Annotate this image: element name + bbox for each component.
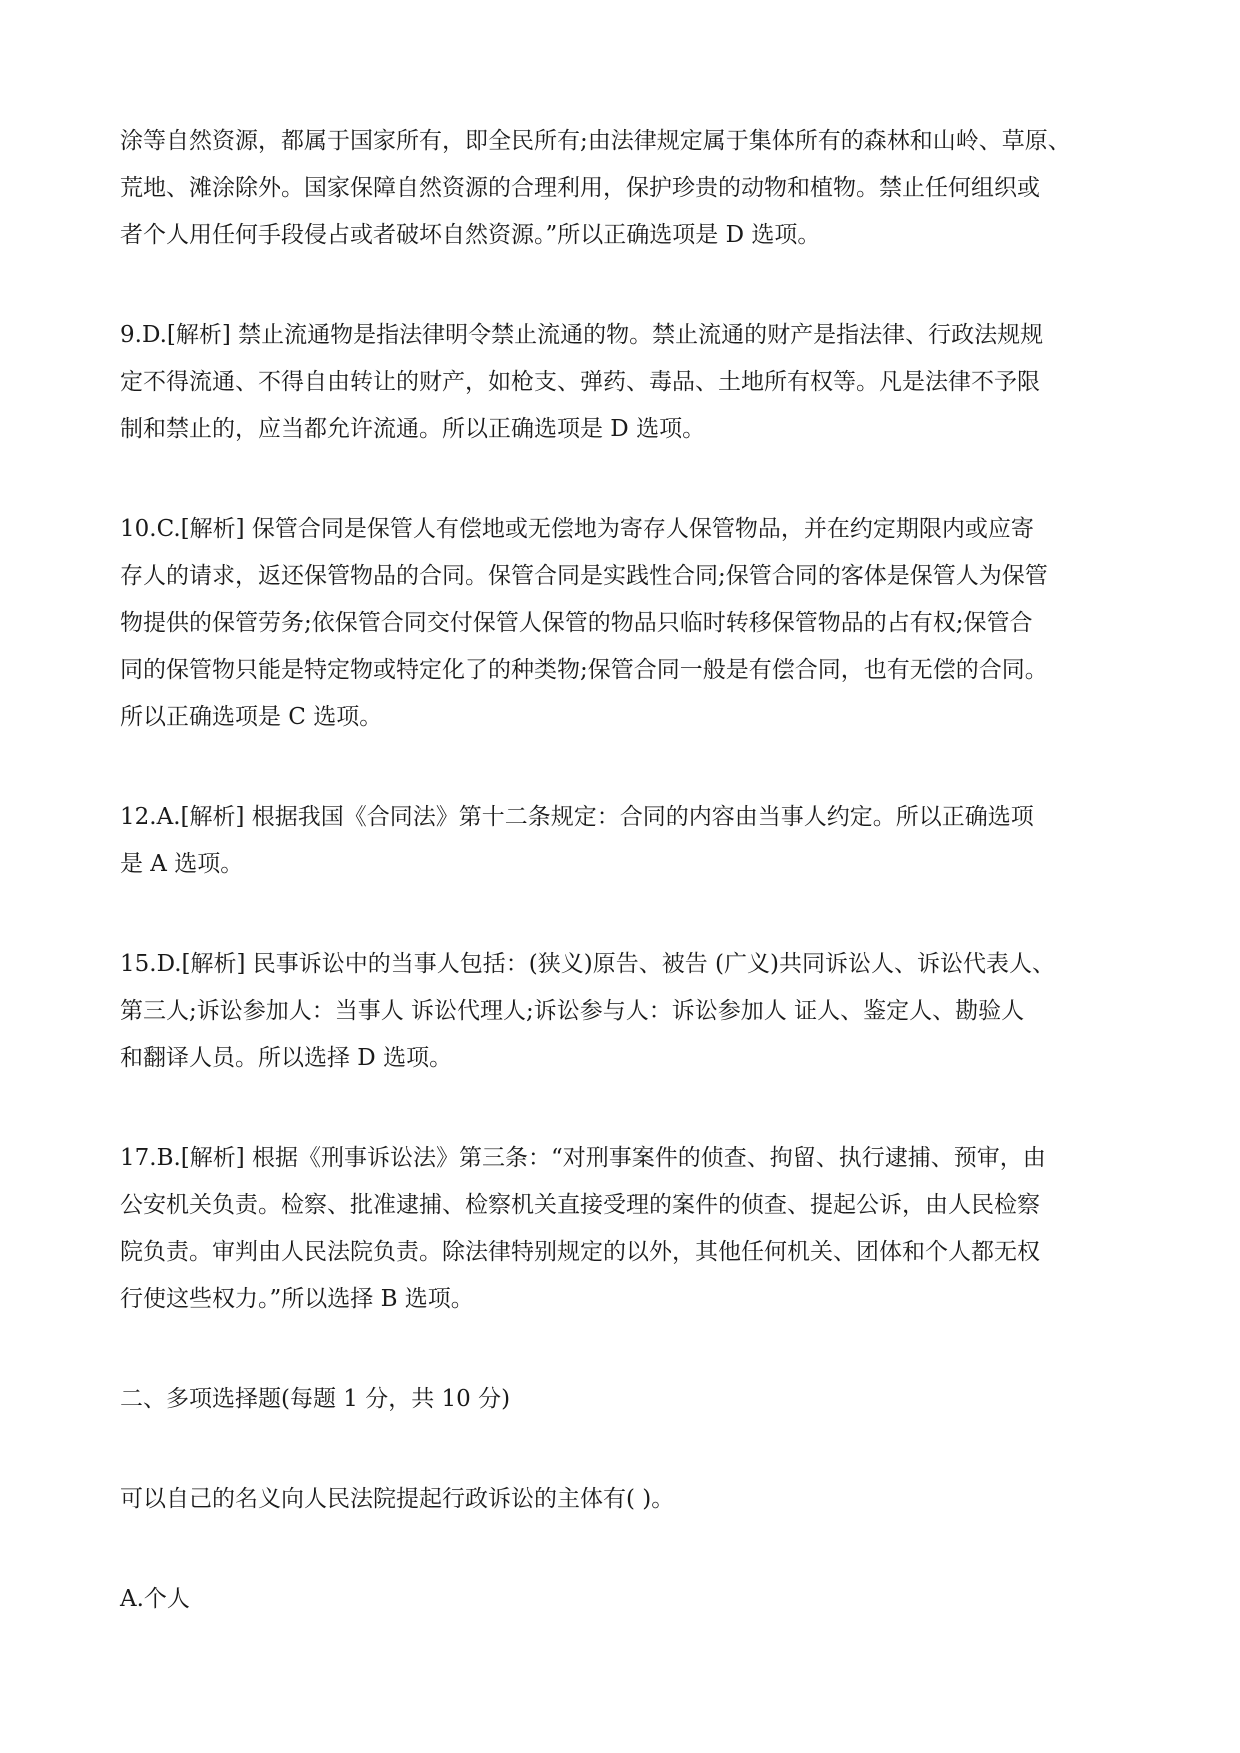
text-line: 荒地、滩涂除外。国家保障自然资源的合理利用，保护珍贵的动物和植物。禁止任何组织或 — [120, 175, 1040, 201]
answer-12 — [120, 794, 1126, 888]
section-heading-multiple-choice — [120, 1376, 1126, 1423]
answer-17 — [120, 1135, 1126, 1323]
answer-15 — [120, 941, 1126, 1082]
text-line: 可以自己的名义向人民法院提起行政诉讼的主体有( )。 — [120, 1486, 675, 1512]
text-line: 院负责。审判由人民法院负责。除法律特别规定的以外，其他任何机关、团体和个人都无权 — [120, 1239, 1040, 1265]
text-line: 涂等自然资源，都属于国家所有，即全民所有;由法律规定属于集体所有的森林和山岭、草原、 — [120, 128, 1071, 154]
text-line: 10.C.[解析] 保管合同是保管人有偿地或无偿地为寄存人保管物品，并在约定期限内或应寄 — [120, 516, 1034, 542]
text-line: 17.B.[解析] 根据《刑事诉讼法》第三条：“对刑事案件的侦查、拘留、执行逮捕、预审，由 — [120, 1145, 1046, 1171]
text-line: 者个人用任何手段侵占或者破坏自然资源。”所以正确选项是 D 选项。 — [120, 222, 821, 248]
text-line: 15.D.[解析] 民事诉讼中的当事人包括：(狭义)原告、被告 (广义)共同诉讼人、诉讼代表人、 — [120, 951, 1055, 977]
answer-9 — [120, 312, 1126, 453]
option-a — [120, 1576, 1126, 1623]
answer-10 — [120, 506, 1126, 741]
text-line: 制和禁止的，应当都允许流通。所以正确选项是 D 选项。 — [120, 416, 706, 442]
text-line: 和翻译人员。所以选择 D 选项。 — [120, 1045, 453, 1071]
document-page — [120, 118, 1126, 1623]
text-line: 存人的请求，返还保管物品的合同。保管合同是实践性合同;保管合同的客体是保管人为保管 — [120, 563, 1048, 589]
text-line: A.个人 — [120, 1586, 190, 1612]
paragraph-natural-resources — [120, 118, 1126, 259]
text-line: 同的保管物只能是特定物或特定化了的种类物;保管合同一般是有偿合同，也有无偿的合同。 — [120, 657, 1048, 683]
text-line: 定不得流通、不得自由转让的财产，如枪支、弹药、毒品、土地所有权等。凡是法律不予限 — [120, 369, 1040, 395]
text-line: 12.A.[解析] 根据我国《合同法》第十二条规定：合同的内容由当事人约定。所以正确选项 — [120, 804, 1034, 830]
text-line: 行使这些权力。”所以选择 B 选项。 — [120, 1286, 474, 1312]
text-line: 所以正确选项是 C 选项。 — [120, 704, 383, 730]
text-line: 公安机关负责。检察、批准逮捕、检察机关直接受理的案件的侦查、提起公诉，由人民检察 — [120, 1192, 1040, 1218]
text-line: 是 A 选项。 — [120, 851, 244, 877]
text-line: 9.D.[解析] 禁止流通物是指法律明令禁止流通的物。禁止流通的财产是指法律、行政法规规 — [120, 322, 1044, 348]
text-line: 物提供的保管劳务;依保管合同交付保管人保管的物品只临时转移保管物品的占有权;保管合 — [120, 610, 1033, 636]
question-stem — [120, 1476, 1126, 1523]
text-line: 二、多项选择题(每题 1 分，共 10 分) — [120, 1386, 511, 1412]
text-line: 第三人;诉讼参加人：当事人 诉讼代理人;诉讼参与人：诉讼参加人 证人、鉴定人、勘验人 — [120, 998, 1025, 1024]
